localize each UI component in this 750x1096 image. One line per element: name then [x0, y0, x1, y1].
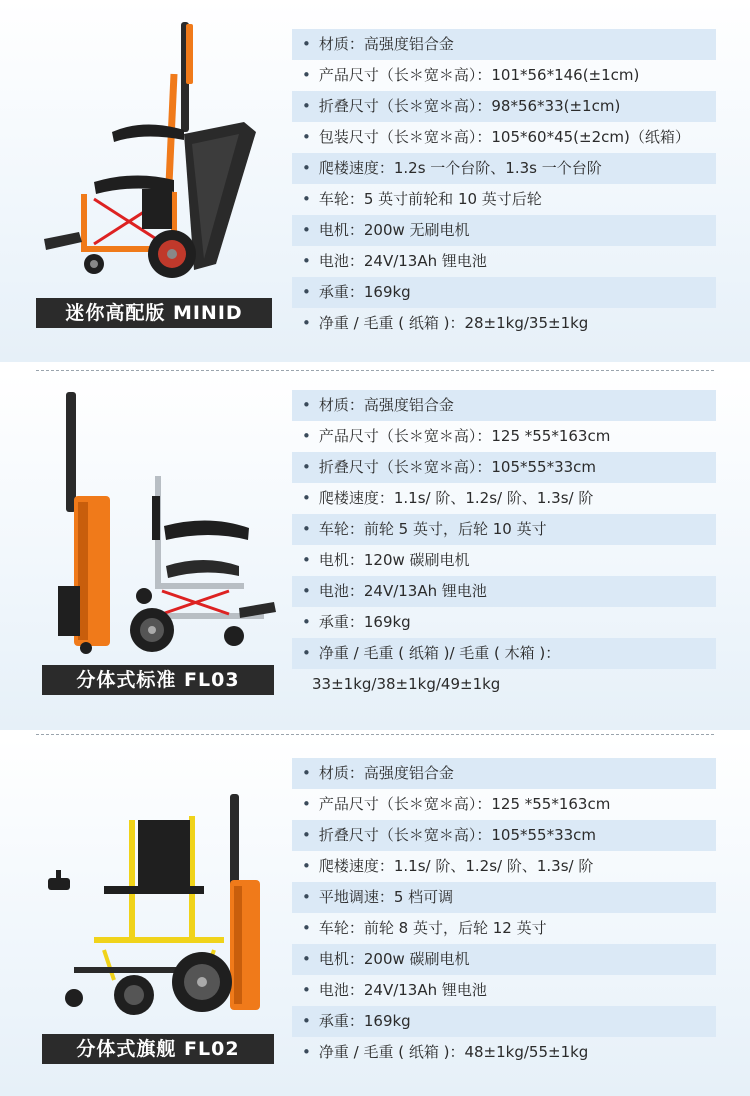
spec-row-product-size: • 产品尺寸（长＊宽＊高）：101*56*146(±1cm) — [302, 66, 640, 84]
spec-row-wheels: • 车轮：前轮 5 英寸，后轮 10 英寸 — [292, 514, 716, 545]
section-divider — [36, 370, 714, 371]
split-stair-climber-icon — [34, 386, 278, 656]
product-image-fl02 — [34, 790, 278, 1022]
spec-row-motor: • 电机：200w 无刷电机 — [292, 215, 716, 246]
product-section-fl02 — [0, 738, 750, 1096]
spec-row-climb-speed: • 爬楼速度：1.1s/ 阶、1.2s/ 阶、1.3s/ 阶 — [302, 857, 594, 875]
spec-row-material: • 材质：高强度铝合金 — [292, 390, 716, 421]
spec-row-wheels: • 车轮：前轮 8 英寸，后轮 12 英寸 — [302, 919, 547, 937]
product-image-fl03 — [34, 386, 278, 656]
spec-row-battery: • 电池：24V/13Ah 锂电池 — [292, 576, 716, 607]
spec-row-motor: • 电机：120w 碳刷电机 — [302, 551, 470, 569]
spec-list-fl03 — [292, 390, 716, 700]
section-divider — [36, 734, 714, 735]
spec-row-weight: • 净重 / 毛重 ( 纸箱 )/ 毛重 ( 木箱 )： — [292, 638, 716, 669]
spec-row-weight-values: 33±1kg/38±1kg/49±1kg — [312, 675, 501, 693]
spec-row-climb-speed: • 爬楼速度：1.2s 一个台阶、1.3s 一个台阶 — [292, 153, 716, 184]
spec-row-weight: • 净重 / 毛重 ( 纸箱 )：48±1kg/55±1kg — [302, 1043, 589, 1061]
spec-list-fl02 — [292, 758, 716, 1068]
spec-row-load: • 承重：169kg — [302, 613, 411, 631]
product-section-minid — [0, 0, 750, 362]
product-label-fl02: 分体式旗舰 FL02 — [42, 1034, 274, 1064]
product-label-fl03: 分体式标准 FL03 — [42, 665, 274, 695]
spec-list-minid — [292, 29, 716, 339]
product-image-minid — [34, 14, 278, 284]
spec-row-folded-size: • 折叠尺寸（长＊宽＊高）：105*55*33cm — [292, 452, 716, 483]
spec-row-folded-size: • 折叠尺寸（长＊宽＊高）：105*55*33cm — [292, 820, 716, 851]
stair-climbing-wheelchair-icon — [34, 14, 278, 284]
product-section-fl03 — [0, 374, 750, 730]
spec-row-weight: • 净重 / 毛重 ( 纸箱 )：28±1kg/35±1kg — [302, 314, 589, 332]
spec-row-material: • 材质：高强度铝合金 — [292, 29, 716, 60]
spec-row-product-size: • 产品尺寸（长＊宽＊高）：125 *55*163cm — [302, 795, 611, 813]
spec-row-motor: • 电机：200w 碳刷电机 — [292, 944, 716, 975]
spec-row-speed-levels: • 平地调速：5 档可调 — [292, 882, 716, 913]
spec-row-material: • 材质：高强度铝合金 — [292, 758, 716, 789]
spec-row-climb-speed: • 爬楼速度：1.1s/ 阶、1.2s/ 阶、1.3s/ 阶 — [302, 489, 594, 507]
spec-row-load: • 承重：169kg — [292, 1006, 716, 1037]
spec-row-product-size: • 产品尺寸（长＊宽＊高）：125 *55*163cm — [302, 427, 611, 445]
spec-row-wheels: • 车轮：5 英寸前轮和 10 英寸后轮 — [302, 190, 542, 208]
product-label-minid: 迷你高配版 MINID — [36, 298, 272, 328]
spec-row-battery: • 电池：24V/13Ah 锂电池 — [302, 252, 487, 270]
spec-row-battery: • 电池：24V/13Ah 锂电池 — [302, 981, 487, 999]
spec-row-load: • 承重：169kg — [292, 277, 716, 308]
spec-row-package-size: • 包装尺寸（长＊宽＊高）：105*60*45(±2cm)（纸箱） — [302, 128, 690, 146]
spec-row-folded-size: • 折叠尺寸（长＊宽＊高）：98*56*33(±1cm) — [292, 91, 716, 122]
electric-wheelchair-icon — [34, 790, 278, 1022]
